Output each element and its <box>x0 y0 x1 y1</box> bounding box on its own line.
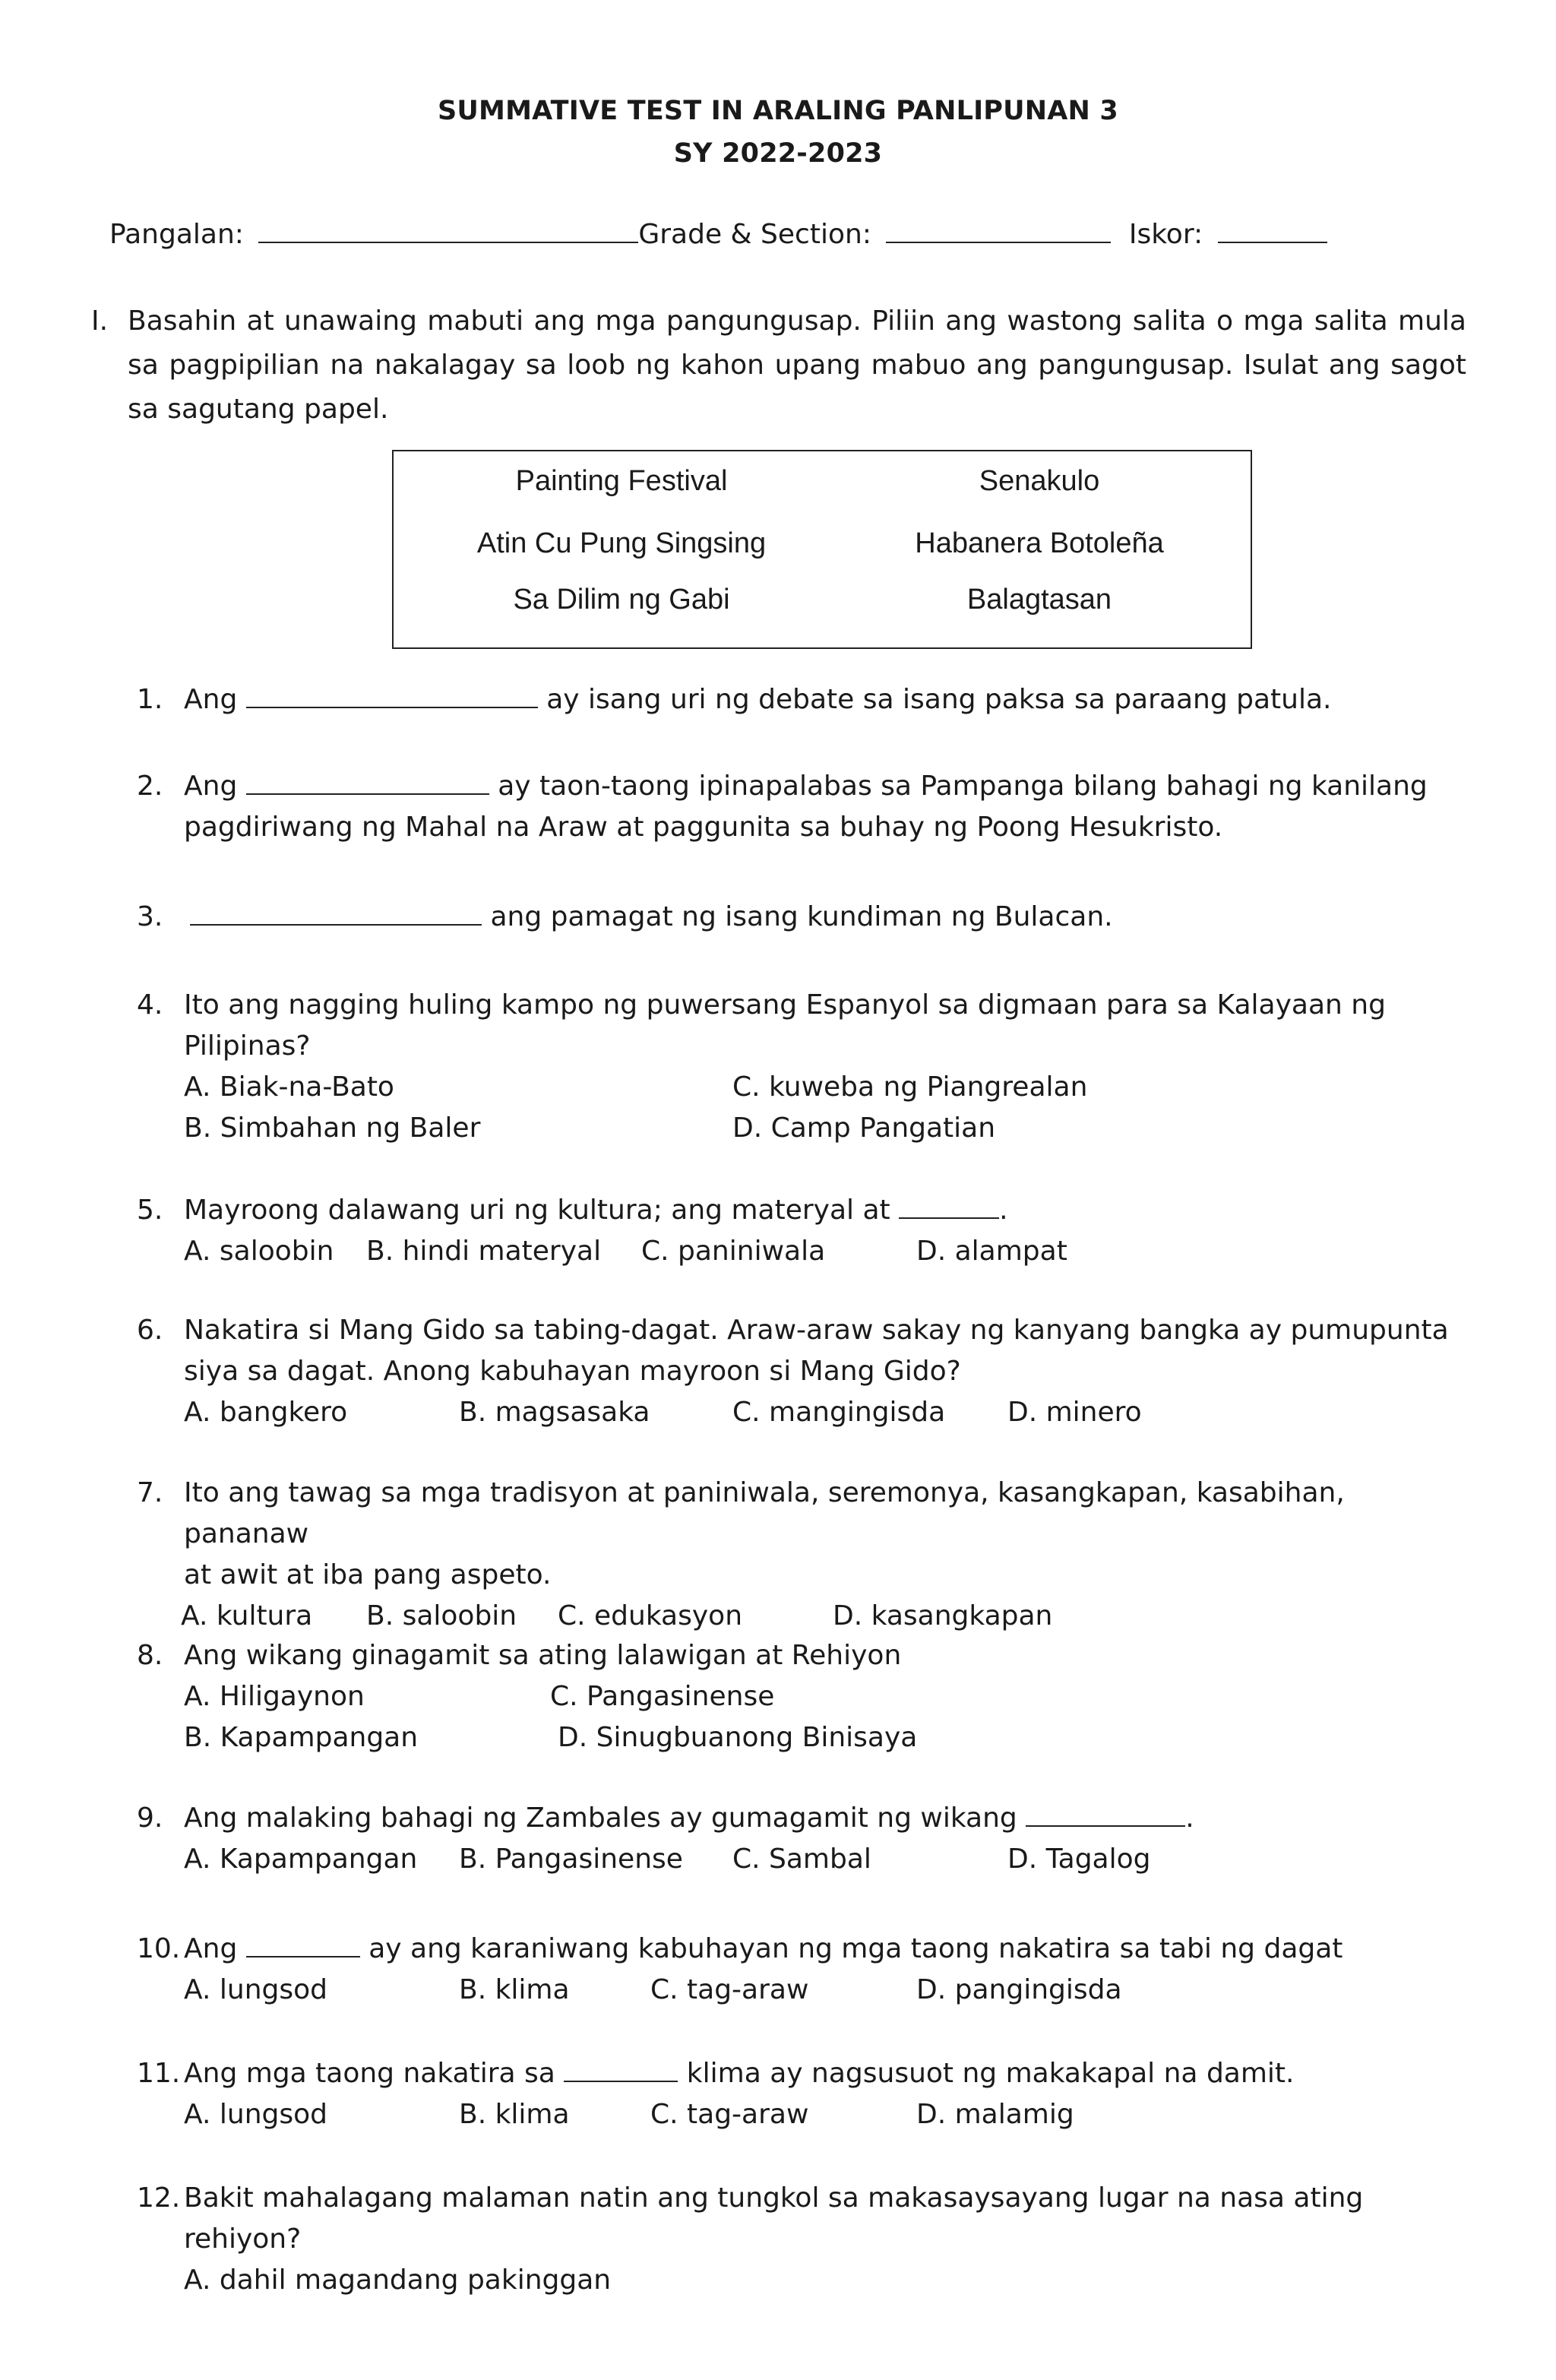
question-number: 5. <box>137 1195 163 1226</box>
score-label: Iskor: <box>1128 219 1203 250</box>
word-bank-item: Painting Festival <box>515 465 728 497</box>
question-text: Ang <box>184 684 238 715</box>
question-text: Bakit mahalagang malaman natin ang tungkol sa makasaysayang lugar na nasa ating rehiyon? <box>184 2182 1364 2255</box>
choice-b[interactable]: B. Kapampangan <box>184 1722 419 1753</box>
instruction-text: Basahin at unawaing mabuti ang mga pangungusap. Piliin ang wastong salita o mga salita mula sa pagpipilian na nakalagay sa loob ng kahon upang mabuo ang pangungusap. Isulat ang sagot sa sagutang papel. <box>128 305 1466 425</box>
question-text: pagdiriwang ng Mahal na Araw at paggunita sa buhay ng Poong Hesukristo. <box>184 812 1223 843</box>
choice-b[interactable]: B. saloobin <box>366 1600 517 1632</box>
name-blank[interactable] <box>258 219 638 243</box>
question-text: . <box>999 1195 1008 1226</box>
answer-blank[interactable] <box>1026 1802 1185 1827</box>
school-year: SY 2022-2023 <box>673 138 883 169</box>
section-number: I. <box>91 305 109 337</box>
choice-d[interactable]: D. alampat <box>916 1236 1067 1267</box>
question-10 <box>137 1929 1474 2011</box>
choice-b[interactable]: B. Simbahan ng Baler <box>184 1112 481 1144</box>
choice-c[interactable]: C. edukasyon <box>558 1600 743 1632</box>
question-number: 11. <box>137 2058 181 2089</box>
question-1 <box>137 679 1474 720</box>
question-text: Pilipinas? <box>184 1030 311 1062</box>
question-7 <box>137 1473 1474 1637</box>
question-number: 9. <box>137 1802 163 1834</box>
choice-a[interactable]: A. bangkero <box>184 1397 348 1428</box>
instructions <box>91 299 1466 432</box>
question-text: Ang <box>184 771 238 802</box>
word-bank-item: Habanera Botoleña <box>915 527 1164 559</box>
choice-d[interactable]: D. kasangkapan <box>833 1600 1053 1632</box>
word-bank-box <box>392 450 1252 649</box>
choice-a[interactable]: A. Kapampangan <box>184 1844 418 1875</box>
word-bank-item: Atin Cu Pung Singsing <box>476 527 767 559</box>
question-text: . <box>1185 1802 1194 1834</box>
word-bank-item: Sa Dilim ng Gabi <box>513 584 730 616</box>
question-9 <box>137 1798 1474 1880</box>
question-4 <box>137 985 1474 1149</box>
choice-d[interactable]: D. Sinugbuanong Binisaya <box>558 1722 918 1753</box>
question-5 <box>137 1190 1474 1272</box>
question-text: ay isang uri ng debate sa isang paksa sa paraang patula. <box>546 684 1332 715</box>
question-text: at awit at iba pang aspeto. <box>184 1559 552 1590</box>
question-text: ang pamagat ng isang kundiman ng Bulacan. <box>490 901 1113 932</box>
question-text: klima ay nagsusuot ng makakapal na damit. <box>686 2058 1295 2089</box>
question-text: ay taon-taong ipinapalabas sa Pampanga bilang bahagi ng kanilang <box>498 771 1428 802</box>
question-12 <box>137 2178 1474 2301</box>
question-text: Nakatira si Mang Gido sa tabing-dagat. Araw-araw sakay ng kanyang bangka ay pumupunta <box>184 1315 1449 1346</box>
question-8 <box>137 1635 1474 1758</box>
question-text: Ang mga taong nakatira sa <box>184 2058 555 2089</box>
choice-d[interactable]: D. malamig <box>916 2099 1074 2130</box>
word-bank-item: Balagtasan <box>966 584 1112 616</box>
question-text: Ang wikang ginagamit sa ating lalawigan at Rehiyon <box>184 1640 902 1671</box>
grade-label: Grade & Section: <box>638 219 871 250</box>
question-text: Ito ang nagging huling kampo ng puwersang Espanyol sa digmaan para sa Kalayaan ng <box>184 989 1386 1021</box>
question-number: 6. <box>137 1315 163 1346</box>
choice-c[interactable]: C. tag-araw <box>650 1974 809 2005</box>
question-text: Ang <box>184 1933 238 1964</box>
answer-blank[interactable] <box>564 2058 678 2082</box>
choice-a[interactable]: A. kultura <box>181 1600 313 1632</box>
answer-blank[interactable] <box>246 684 538 708</box>
choice-d[interactable]: D. pangingisda <box>916 1974 1122 2005</box>
question-number: 1. <box>137 684 163 715</box>
choice-a[interactable]: A. saloobin <box>184 1236 334 1267</box>
word-bank-item: Senakulo <box>979 465 1100 497</box>
question-number: 3. <box>137 901 163 932</box>
choice-c[interactable]: C. tag-araw <box>650 2099 809 2130</box>
grade-blank[interactable] <box>886 219 1111 243</box>
student-info-line <box>109 219 1327 250</box>
question-text: Ang malaking bahagi ng Zambales ay gumagamit ng wikang <box>184 1802 1017 1834</box>
choice-c[interactable]: C. paniniwala <box>641 1236 826 1267</box>
score-blank[interactable] <box>1218 219 1327 243</box>
choice-d[interactable]: D. minero <box>1007 1397 1142 1428</box>
choice-b[interactable]: B. hindi materyal <box>366 1236 602 1267</box>
choice-d[interactable]: D. Tagalog <box>1007 1844 1151 1875</box>
question-2 <box>137 766 1474 848</box>
choice-d[interactable]: D. Camp Pangatian <box>732 1112 996 1144</box>
answer-blank[interactable] <box>190 901 482 926</box>
question-6 <box>137 1310 1474 1433</box>
choice-a[interactable]: A. Biak-na-Bato <box>184 1071 394 1103</box>
choice-b[interactable]: B. magsasaka <box>459 1397 650 1428</box>
page-title: SUMMATIVE TEST IN ARALING PANLIPUNAN 3 <box>438 96 1118 126</box>
question-text: ay ang karaniwang kabuhayan ng mga taong nakatira sa tabi ng dagat <box>368 1933 1343 1964</box>
question-3 <box>137 897 1474 938</box>
question-number: 2. <box>137 771 163 802</box>
answer-blank[interactable] <box>246 771 489 795</box>
choice-b[interactable]: B. Pangasinense <box>459 1844 683 1875</box>
question-text: Mayroong dalawang uri ng kultura; ang materyal at <box>184 1195 890 1226</box>
choice-a[interactable]: A. lungsod <box>184 1974 327 2005</box>
choice-c[interactable]: C. kuweba ng Piangrealan <box>732 1071 1088 1103</box>
answer-blank[interactable] <box>899 1195 999 1219</box>
question-text: Ito ang tawag sa mga tradisyon at paniniwala, seremonya, kasangkapan, kasabihan, pananaw <box>184 1477 1345 1549</box>
choice-a[interactable]: A. Hiligaynon <box>184 1681 365 1712</box>
answer-blank[interactable] <box>246 1933 360 1957</box>
name-label: Pangalan: <box>109 219 244 250</box>
question-number: 10. <box>137 1933 181 1964</box>
question-number: 8. <box>137 1640 163 1671</box>
choice-c[interactable]: C. Pangasinense <box>550 1681 775 1712</box>
choice-c[interactable]: C. mangingisda <box>732 1397 946 1428</box>
question-11 <box>137 2053 1474 2135</box>
question-text: siya sa dagat. Anong kabuhayan mayroon si Mang Gido? <box>184 1356 961 1387</box>
question-number: 12. <box>137 2182 181 2214</box>
choice-a[interactable]: A. dahil magandang pakinggan <box>184 2264 612 2296</box>
choice-c[interactable]: C. Sambal <box>732 1844 871 1875</box>
question-number: 7. <box>137 1477 163 1508</box>
question-number: 4. <box>137 989 163 1021</box>
choice-a[interactable]: A. lungsod <box>184 2099 327 2130</box>
choice-b[interactable]: B. klima <box>459 1974 570 2005</box>
choice-b[interactable]: B. klima <box>459 2099 570 2130</box>
